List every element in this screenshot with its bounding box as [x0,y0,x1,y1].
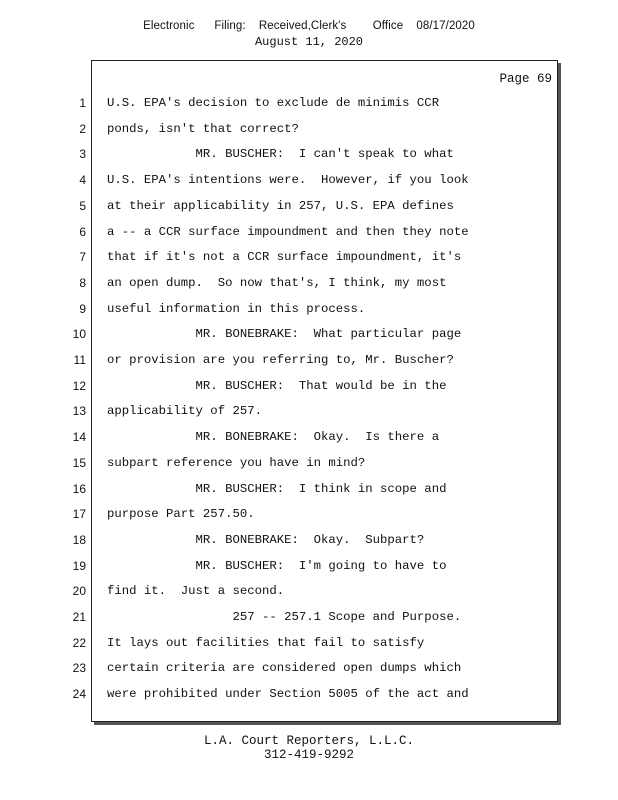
line-text: an open dump. So now that's, I think, my most [107,276,447,290]
line-text: U.S. EPA's intentions were. However, if you look [107,173,469,187]
line-text: that if it's not a CCR surface impoundment, it's [107,250,462,264]
court-reporter-name: L.A. Court Reporters, L.L.C. [203,734,415,748]
line-text: or provision are you referring to, Mr. Buscher? [107,353,454,367]
line-number: 7 [79,250,86,264]
line-number: 13 [72,404,86,418]
line-text: were prohibited under Section 5005 of the act and [107,687,469,701]
page-number: Page 69 [499,72,552,86]
line-text: useful information in this process. [107,302,366,316]
line-text: applicability of 257. [107,404,262,418]
line-text: at their applicability in 257, U.S. EPA defines [107,199,454,213]
line-text: 257 -- 257.1 Scope and Purpose. [107,610,462,624]
line-number: 9 [79,302,86,316]
line-text: MR. BUSCHER: That would be in the [107,379,447,393]
line-text: purpose Part 257.50. [107,507,255,521]
line-number: 20 [72,584,86,598]
line-number: 17 [72,507,86,521]
line-text: It lays out facilities that fail to satisfy [107,636,425,650]
line-text: a -- a CCR surface impoundment and then they note [107,225,469,239]
line-number: 21 [72,610,86,624]
line-number: 10 [72,327,86,341]
line-text: MR. BUSCHER: I think in scope and [107,482,447,496]
filing-stamp: Electronic Filing: Received,Clerk's Office 08/17/2020 [143,20,475,32]
line-text: MR. BONEBRAKE: What particular page [107,327,462,341]
line-number: 2 [79,122,86,136]
line-number: 14 [72,430,86,444]
line-number: 15 [72,456,86,470]
line-number: 8 [79,276,86,290]
line-number: 23 [72,661,86,675]
court-reporter-phone: 312-419-9292 [263,748,354,762]
line-number: 12 [72,379,86,393]
line-number: 11 [73,353,86,367]
line-number: 5 [79,199,86,213]
line-text: MR. BONEBRAKE: Okay. Is there a [107,430,440,444]
line-number: 19 [72,559,86,573]
line-number: 18 [72,533,86,547]
line-text: find it. Just a second. [107,584,285,598]
line-number: 1 [79,96,86,110]
line-number: 16 [72,482,86,496]
line-text: U.S. EPA's decision to exclude de minimis CCR [107,96,440,110]
line-text: MR. BONEBRAKE: Okay. Subpart? [107,533,425,547]
transcript-date: August 11, 2020 [254,35,364,49]
line-number: 22 [72,636,86,650]
line-text: MR. BUSCHER: I'm going to have to [107,559,447,573]
line-number: 24 [72,687,86,701]
line-number: 4 [79,173,86,187]
line-text: MR. BUSCHER: I can't speak to what [107,147,454,161]
line-number: 6 [79,225,86,239]
line-number: 3 [79,147,86,161]
line-text: certain criteria are considered open dumps which [107,661,462,675]
line-text: ponds, isn't that correct? [107,122,299,136]
line-text: subpart reference you have in mind? [107,456,366,470]
